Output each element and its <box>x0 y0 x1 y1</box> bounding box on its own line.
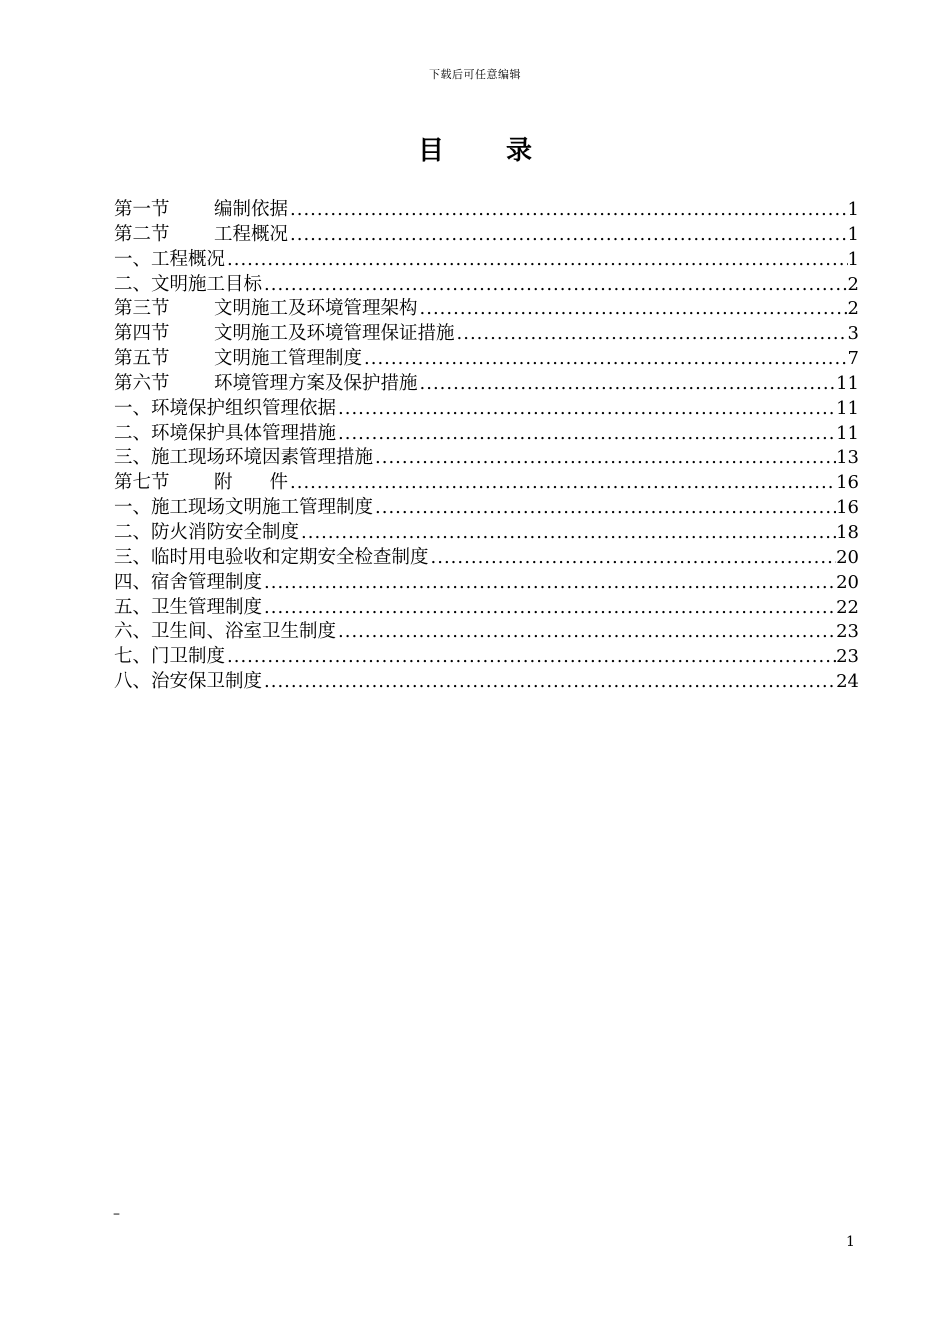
toc-entry-label <box>114 546 429 571</box>
toc-entry-label <box>114 322 455 347</box>
toc-entry[interactable] <box>114 670 859 695</box>
toc-entry-title: 环境管理方案及保护措施 <box>214 372 418 394</box>
toc-entry-label <box>114 297 418 322</box>
toc-entry-title: 附 件 <box>214 472 289 494</box>
toc-entry-title: 三、临时用电验收和定期安全检查制度 <box>114 546 429 568</box>
toc-entry-label <box>114 422 336 447</box>
toc-entry-label <box>114 248 225 273</box>
toc-entry[interactable] <box>114 620 859 645</box>
toc-entry-label <box>114 347 362 372</box>
table-of-contents <box>114 198 859 695</box>
toc-entry[interactable] <box>114 347 859 372</box>
toc-entry-page: 1 <box>847 223 859 245</box>
toc-dot-leader <box>225 645 836 670</box>
toc-entry-title: 二、环境保护具体管理措施 <box>114 422 337 444</box>
toc-entry[interactable] <box>114 397 859 422</box>
toc-entry[interactable] <box>114 645 859 670</box>
toc-entry-page: 23 <box>836 621 859 643</box>
toc-dot-leader <box>288 223 848 248</box>
toc-entry-page: 20 <box>836 546 859 568</box>
toc-entry-label <box>114 397 336 422</box>
toc-entry-title: 七、门卫制度 <box>114 646 226 668</box>
title-char-2: 录 <box>506 136 533 166</box>
toc-dot-leader <box>429 546 837 571</box>
toc-entry[interactable] <box>114 546 859 571</box>
toc-entry[interactable] <box>114 273 859 298</box>
toc-dot-leader <box>373 446 836 471</box>
toc-entry-title: 一、工程概况 <box>114 248 226 270</box>
toc-dot-leader <box>336 620 836 645</box>
toc-entry-label <box>114 596 262 621</box>
toc-entry-section-number: 第一节 <box>114 199 170 220</box>
toc-entry[interactable] <box>114 223 859 248</box>
toc-entry-section-number: 第三节 <box>114 298 170 320</box>
toc-dot-leader <box>288 198 848 223</box>
page-header: 下载后可任意编辑 <box>429 68 521 81</box>
toc-entry-title: 工程概况 <box>214 223 289 245</box>
toc-entry-label <box>114 620 336 645</box>
toc-dot-leader <box>262 670 836 695</box>
toc-dot-leader <box>299 521 836 546</box>
toc-entry[interactable] <box>114 571 859 596</box>
toc-entry-section-number: 第四节 <box>114 323 170 345</box>
toc-entry-label <box>114 571 262 596</box>
toc-entry-page: 11 <box>836 372 859 394</box>
toc-entry-title: 五、卫生管理制度 <box>114 596 263 618</box>
toc-entry-title: 八、治安保卫制度 <box>114 671 263 693</box>
toc-entry[interactable] <box>114 297 859 322</box>
toc-dot-leader <box>418 297 848 322</box>
footer-page-number: 1 <box>846 1234 855 1250</box>
toc-dot-leader <box>336 397 836 422</box>
toc-entry-title: 二、防火消防安全制度 <box>114 521 300 543</box>
toc-dot-leader <box>418 372 837 397</box>
toc-entry[interactable] <box>114 198 859 223</box>
toc-entry[interactable] <box>114 422 859 447</box>
toc-entry[interactable] <box>114 322 859 347</box>
toc-entry-label <box>114 446 373 471</box>
footer-dash: – <box>113 1206 120 1222</box>
toc-dot-leader <box>288 471 836 496</box>
toc-entry-label <box>114 471 288 496</box>
toc-entry-section-number: 第二节 <box>114 223 170 245</box>
toc-entry-page: 11 <box>836 422 859 444</box>
toc-entry-section-number: 第六节 <box>114 372 170 394</box>
toc-entry[interactable] <box>114 496 859 521</box>
toc-entry-page: 16 <box>836 497 859 519</box>
toc-entry-title: 四、宿舍管理制度 <box>114 571 263 593</box>
toc-entry-page: 22 <box>836 596 859 618</box>
toc-entry-page: 16 <box>836 472 859 494</box>
toc-entry-label <box>114 521 299 546</box>
toc-entry-page: 24 <box>836 671 859 693</box>
toc-entry[interactable] <box>114 521 859 546</box>
toc-entry-title: 编制依据 <box>214 199 289 220</box>
toc-dot-leader <box>455 322 848 347</box>
toc-entry-title: 一、施工现场文明施工管理制度 <box>114 497 374 519</box>
toc-dot-leader <box>262 596 836 621</box>
toc-entry-title: 文明施工管理制度 <box>214 348 363 370</box>
toc-entry-page: 13 <box>836 447 859 469</box>
title-char-1: 目 <box>417 136 444 166</box>
toc-entry-page: 18 <box>836 521 859 543</box>
toc-entry[interactable] <box>114 372 859 397</box>
toc-entry-page: 2 <box>847 273 859 295</box>
toc-entry-label <box>114 372 418 397</box>
toc-dot-leader <box>362 347 848 372</box>
toc-entry-label <box>114 273 262 298</box>
toc-entry-page: 2 <box>847 298 859 320</box>
page-title <box>0 130 950 167</box>
toc-entry-title: 一、环境保护组织管理依据 <box>114 397 337 419</box>
toc-entry[interactable] <box>114 596 859 621</box>
toc-entry-page: 1 <box>847 199 859 220</box>
toc-entry[interactable] <box>114 471 859 496</box>
toc-entry[interactable] <box>114 446 859 471</box>
toc-entry-title: 三、施工现场环境因素管理措施 <box>114 447 374 469</box>
toc-entry-label <box>114 670 262 695</box>
toc-entry-page: 11 <box>836 397 859 419</box>
toc-entry-label <box>114 645 225 670</box>
toc-entry-page: 20 <box>836 571 859 593</box>
toc-entry-title: 文明施工及环境管理架构 <box>214 298 418 320</box>
toc-entry-label <box>114 223 288 248</box>
toc-dot-leader <box>262 273 848 298</box>
toc-dot-leader <box>225 248 848 273</box>
toc-dot-leader <box>262 571 836 596</box>
toc-entry-page: 23 <box>836 646 859 668</box>
toc-dot-leader <box>373 496 836 521</box>
toc-entry-title: 文明施工及环境管理保证措施 <box>214 323 455 345</box>
toc-entry-title: 二、文明施工目标 <box>114 273 263 295</box>
toc-entry-label <box>114 198 288 223</box>
toc-entry-label <box>114 496 373 521</box>
toc-entry-page: 3 <box>847 323 859 345</box>
toc-entry-page: 7 <box>847 348 859 370</box>
toc-entry-page: 1 <box>847 248 859 270</box>
toc-entry-section-number: 第五节 <box>114 348 170 370</box>
toc-dot-leader <box>336 422 836 447</box>
toc-entry[interactable] <box>114 248 859 273</box>
toc-entry-section-number: 第七节 <box>114 472 170 494</box>
toc-entry-title: 六、卫生间、浴室卫生制度 <box>114 621 337 643</box>
